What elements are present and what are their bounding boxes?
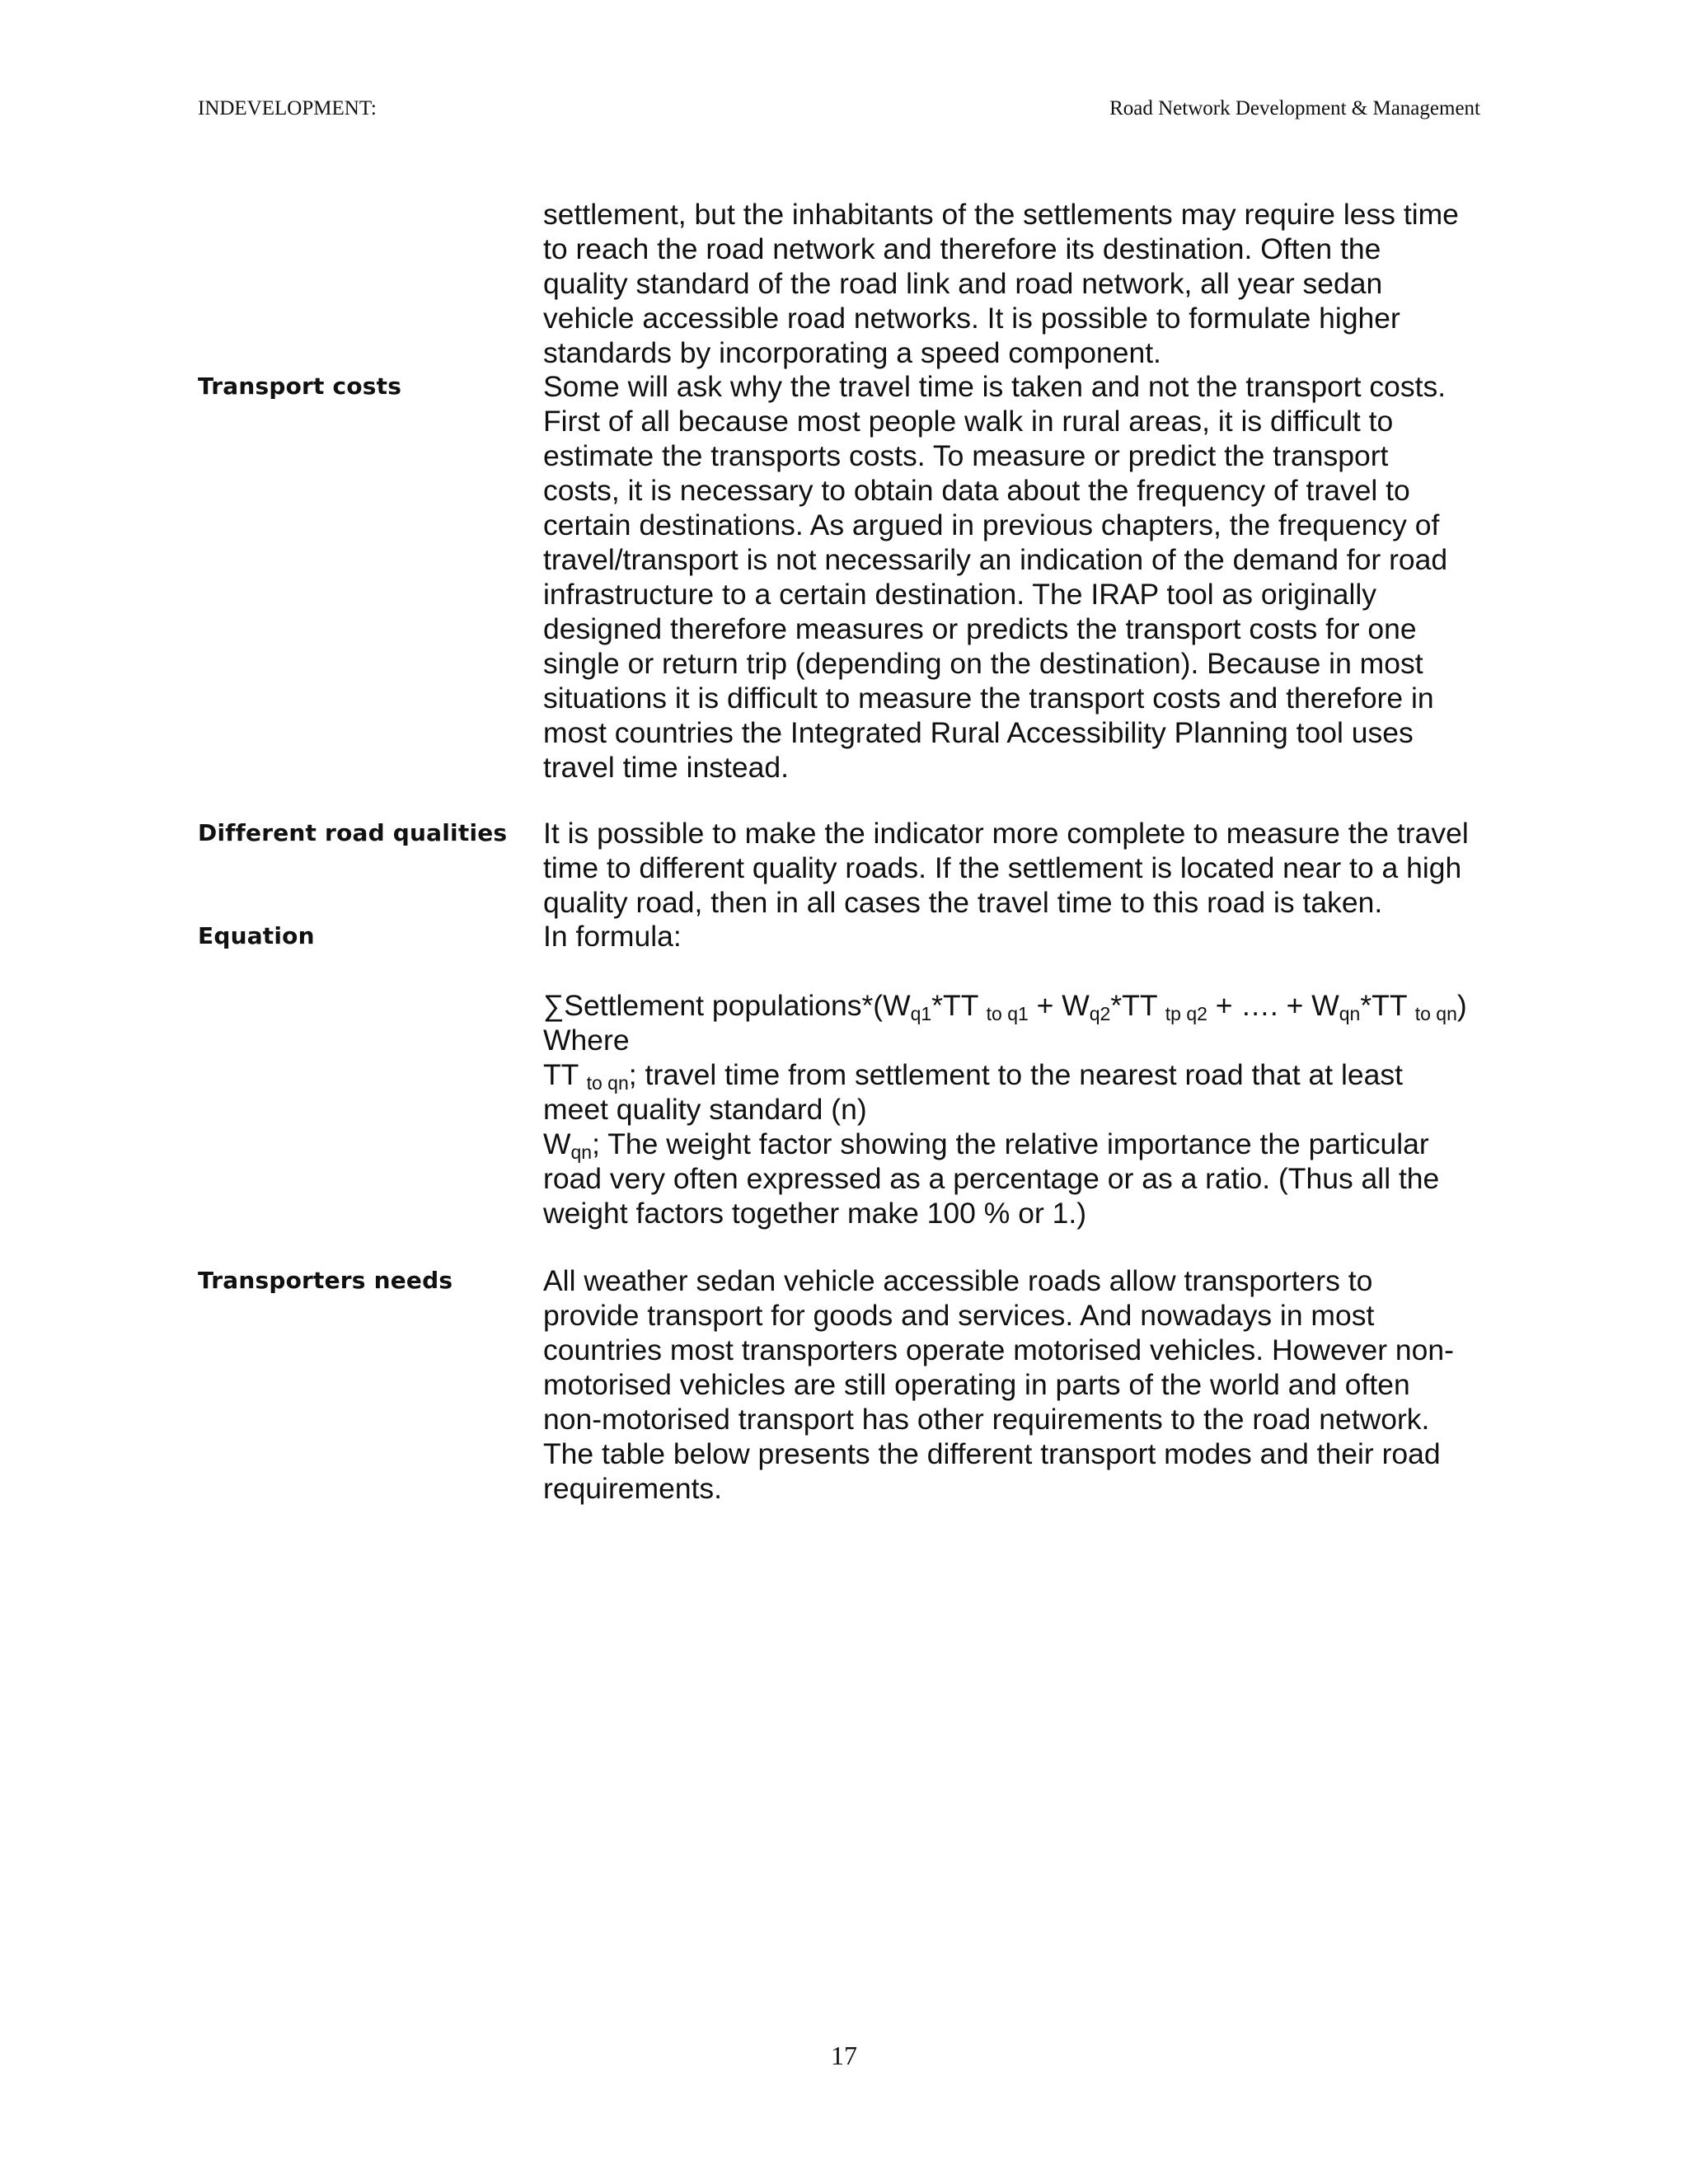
paragraph-transporters-needs [543, 1263, 1499, 1506]
equation-intro: In formula: [543, 920, 682, 953]
text-line: motorised vehicles are still operating in parts of the world and often [543, 1368, 1410, 1401]
margin-label-transport-costs: Transport costs [198, 373, 402, 400]
tt-definition-line: TT $_{to qn}$; travel time from settlement to the nearest road that at least [543, 1058, 1403, 1094]
text-line: situations it is difficult to measure the transport costs and therefore in [543, 682, 1434, 715]
text-line: It is possible to make the indicator more complete to measure the travel [543, 817, 1469, 850]
text-line: requirements. [543, 1472, 723, 1505]
text-line: First of all because most people walk in rural areas, it is difficult to [543, 405, 1394, 438]
text-line: estimate the transports costs. To measure or predict the transport [543, 439, 1389, 472]
text-line: costs, it is necessary to obtain data about the frequency of travel to [543, 474, 1410, 507]
blank-line [543, 954, 1499, 988]
margin-label-equation: Equation [198, 922, 315, 949]
w-definition-line: weight factors together make 100 % or 1.) [543, 1197, 1087, 1230]
text-line: single or return trip (depending on the destination). Because in most [543, 647, 1423, 680]
where-line: Where [543, 1024, 630, 1057]
text-line: Some will ask why the travel time is taken and not the transport costs. [543, 370, 1447, 403]
w-definition-line: $W_{qn}$; The weight factor showing the relative importance the particular [543, 1127, 1429, 1163]
text-line: quality standard of the road link and road network, all year sedan [543, 267, 1383, 300]
paragraph-intro [543, 197, 1499, 370]
paragraph-transport-costs [543, 369, 1499, 785]
text-line: settlement, but the inhabitants of the settlements may require less time [543, 198, 1459, 231]
text-line: The table below presents the different transport modes and their road [543, 1437, 1441, 1470]
formula-line: ∑Settlement $populations*(W_{q1}*TT$ $_{to q1} + W_{q2}*TT$ $_{tp q2}$ + …. + $W_{qn}*TT$ $_{to qn}$) [543, 989, 1467, 1024]
text-line: most countries the Integrated Rural Accessibility Planning tool uses [543, 716, 1414, 749]
text-line: travel/transport is not necessarily an indication of the demand for road [543, 543, 1448, 576]
text-line: infrastructure to a certain destination. The IRAP tool as originally [543, 578, 1376, 611]
text-line: time to different quality roads. If the settlement is located near to a high [543, 851, 1462, 884]
text-line: provide transport for goods and services. And nowadays in most [543, 1299, 1375, 1332]
page-number: 17 [831, 2041, 857, 2070]
text-line: travel time instead. [543, 751, 789, 784]
text-line: certain destinations. As argued in previous chapters, the frequency of [543, 509, 1440, 541]
text-line: quality road, then in all cases the travel time to this road is taken. [543, 886, 1383, 919]
text-line: All weather sedan vehicle accessible roads allow transporters to [543, 1264, 1373, 1297]
tt-definition-line: meet quality standard (n) [543, 1093, 867, 1126]
paragraph-road-qualities [543, 816, 1499, 920]
text-line: vehicle accessible road networks. It is possible to formulate higher [543, 302, 1400, 335]
text-line: countries most transporters operate motorised vehicles. However non- [543, 1333, 1454, 1366]
text-line: non-motorised transport has other requirements to the road network. [543, 1403, 1430, 1436]
running-header-right: Road Network Development & Management [1109, 97, 1480, 120]
margin-label-transporters-needs: Transporters needs [198, 1267, 453, 1294]
w-definition-line: road very often expressed as a percentage or as a ratio. (Thus all the [543, 1162, 1440, 1195]
running-header-left: INDEVELOPMENT: [198, 97, 377, 120]
equation-block [543, 919, 1499, 1230]
text-line: designed therefore measures or predicts the transport costs for one [543, 612, 1417, 645]
text-line: to reach the road network and therefore its destination. Often the [543, 232, 1381, 265]
margin-label-different-road-qualities: Different road qualities [198, 819, 508, 846]
text-line: standards by incorporating a speed component. [543, 336, 1161, 369]
